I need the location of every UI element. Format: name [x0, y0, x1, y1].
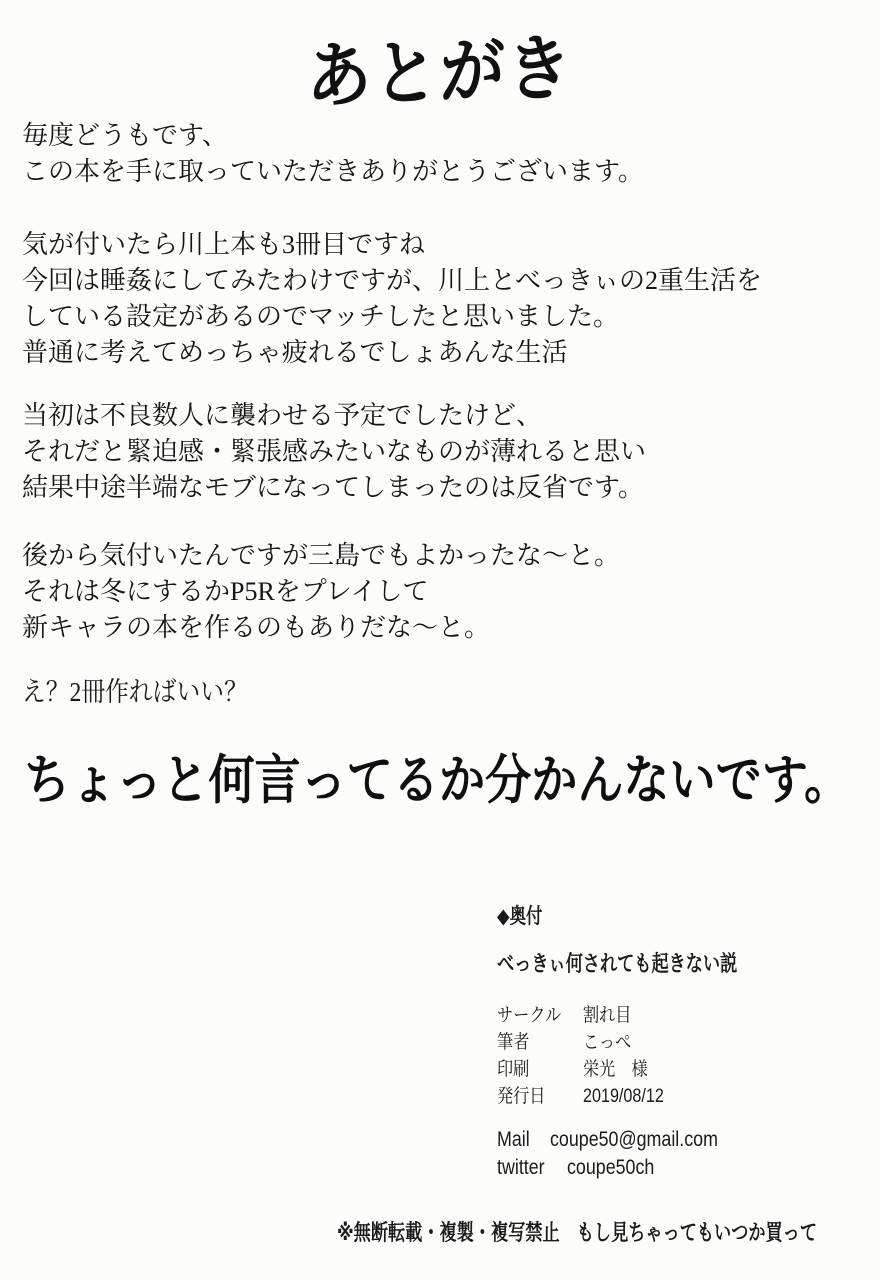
- page-title: あとがき: [306, 28, 574, 118]
- colophon-value: [583, 1083, 678, 1110]
- contact-twitter-handle: [567, 1154, 670, 1182]
- body-line: 後から気付いたんですが三島でもよかったな〜と。: [22, 541, 621, 570]
- body-line: 普通に考えてめっちゃ疲れるでしょあんな生活: [22, 338, 568, 367]
- contact-label: [497, 1154, 553, 1182]
- contact-email: [550, 1126, 748, 1154]
- body-line: 当初は不良数人に襲わせる予定でしたけど、: [22, 401, 543, 430]
- colophon-label-text: サークル: [497, 1005, 562, 1026]
- colophon-value-text: 2019/08/12: [583, 1086, 664, 1107]
- page-title-wrap: [0, 14, 880, 118]
- paragraph-future-ideas: [22, 538, 620, 646]
- body-line: している設定があるのでマッチしたと思いました。: [22, 302, 619, 331]
- colophon-value-text: こっぺ: [583, 1032, 632, 1053]
- body-line: それだと緊迫感・緊張感みたいなものが薄れると思い: [22, 437, 647, 466]
- body-line: それは冬にするかP5Rをプレイして: [22, 577, 429, 606]
- contact-label: [497, 1126, 536, 1154]
- body-line: 今回は睡姦にしてみたわけですが、川上とべっきぃの2重生活を: [22, 266, 762, 295]
- colophon-label: [497, 1002, 583, 1029]
- colophon-label-text: 発行日: [497, 1086, 546, 1107]
- colophon-book-title-text: べっきぃ何されても起きない説: [497, 951, 738, 976]
- body-line: 毎度どうもです、: [22, 121, 228, 150]
- colophon-label: [497, 1029, 583, 1056]
- question-line: [22, 676, 279, 708]
- punchline: [24, 750, 880, 812]
- colophon-value: [583, 1002, 640, 1029]
- contact-label-text: twitter: [497, 1156, 545, 1179]
- colophon-value-text: 割れ目: [583, 1005, 632, 1026]
- colophon-label-text: 印刷: [497, 1059, 530, 1080]
- colophon-book-title: [497, 947, 805, 978]
- colophon-header: [497, 900, 555, 930]
- colophon-row-circle: [497, 1002, 678, 1029]
- colophon-label: [497, 1056, 583, 1083]
- copyright-note: [337, 1216, 880, 1247]
- contact-row-twitter: [497, 1154, 747, 1182]
- colophon-row-publish-date: [497, 1083, 678, 1110]
- paragraph-book-concept: [22, 227, 762, 371]
- body-line: 新キャラの本を作るのもありだな〜と。: [22, 613, 491, 642]
- contact-info: [497, 1126, 747, 1182]
- colophon-row-printer: [497, 1056, 678, 1083]
- colophon-row-author: [497, 1029, 678, 1056]
- contact-twitter-text: coupe50ch: [567, 1156, 655, 1179]
- question-text: え？2冊作ればいい？: [22, 677, 248, 707]
- contact-row-mail: [497, 1126, 747, 1154]
- colophon-value: [583, 1029, 640, 1056]
- body-line: 結果中途半端なモブになってしまったのは反省です。: [22, 473, 644, 502]
- colophon-header-text: ◆奥付: [497, 905, 543, 928]
- body-line: 気が付いたら川上本も3冊目ですね: [22, 230, 426, 259]
- colophon-value-text: 栄光 様: [583, 1059, 648, 1080]
- colophon-value: [583, 1056, 659, 1083]
- colophon-rows: [497, 1002, 678, 1110]
- paragraph-reflection: [22, 398, 646, 506]
- colophon-label-text: 筆者: [497, 1032, 530, 1053]
- body-line: この本を手に取っていただきありがとうございます。: [22, 157, 644, 186]
- contact-email-text: coupe50@gmail.com: [549, 1128, 718, 1151]
- contact-label-text: Mail: [497, 1128, 530, 1151]
- punchline-text: ちょっと何言ってるか分かんないです。: [24, 752, 851, 810]
- paragraph-greeting: [22, 118, 644, 190]
- copyright-note-text: ※無断転載・複製・複写禁止 もし見ちゃってもいつか買って: [337, 1220, 818, 1245]
- colophon-label: [497, 1083, 583, 1110]
